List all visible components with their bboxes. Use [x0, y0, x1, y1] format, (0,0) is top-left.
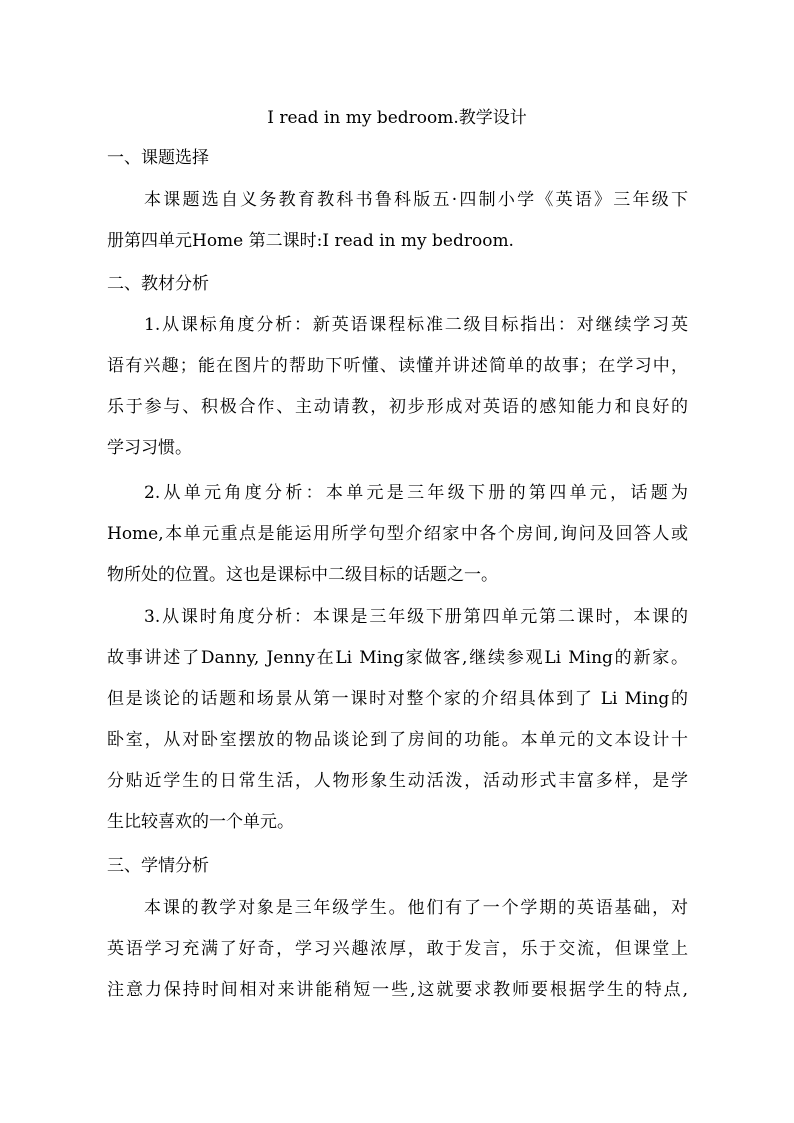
paragraph-line: 英语学习充满了好奇，学习兴趣浓厚，敢于发言，乐于交流，但课堂上 — [107, 939, 688, 959]
paragraph-unit-analysis — [107, 473, 688, 596]
paragraph-line: 1.从课标角度分析：新英语课程标准二级目标指出：对继续学习英 — [144, 315, 688, 335]
paragraph-line: 物所处的位置。这也是课标中二级目标的话题之一。 — [107, 565, 498, 585]
paragraph-line: 生比较喜欢的一个单元。 — [107, 812, 294, 832]
paragraph-line: 注意力保持时间相对来讲能稍短一些,这就要求教师要根据学生的特点, — [107, 980, 688, 1000]
paragraph-line: Home,本单元重点是能运用所学句型介绍家中各个房间,询问及回答人或 — [107, 524, 688, 544]
paragraph-line: 本课题选自义务教育教科书鲁科版五·四制小学《英语》三年级下 — [144, 190, 688, 210]
paragraph-line: 乐于参与、积极合作、主动请教，初步形成对英语的感知能力和良好的 — [107, 397, 688, 417]
paragraph-line: 学习习惯。 — [107, 438, 192, 458]
paragraph-topic-selection — [107, 180, 688, 262]
section-heading-topic-selection: 一、课题选择 — [107, 148, 209, 168]
section-heading-student-analysis: 三、学情分析 — [107, 856, 209, 876]
paragraph-line: 故事讲述了Danny, Jenny在Li Ming家做客,继续参观Li Ming的新家。 — [107, 648, 688, 668]
paragraph-lesson-analysis — [107, 597, 688, 843]
paragraph-line: 分贴近学生的日常生活，人物形象生动活泼，活动形式丰富多样，是学 — [107, 771, 688, 791]
paragraph-curriculum-analysis — [107, 305, 688, 469]
paragraph-student-analysis — [107, 888, 688, 1011]
section-heading-textbook-analysis: 二、教材分析 — [107, 274, 209, 294]
paragraph-line: 但是谈论的话题和场景从第一课时对整个家的介绍具体到了 Li Ming的 — [107, 689, 688, 709]
paragraph-line: 卧室，从对卧室摆放的物品谈论到了房间的功能。本单元的文本设计十 — [107, 730, 688, 750]
document-title: I read in my bedroom.教学设计 — [267, 108, 527, 128]
paragraph-line: 册第四单元Home 第二课时:I read in my bedroom. — [107, 231, 514, 251]
paragraph-line: 本课的教学对象是三年级学生。他们有了一个学期的英语基础，对 — [144, 898, 688, 918]
paragraph-line: 2.从单元角度分析：本单元是三年级下册的第四单元，话题为 — [144, 483, 688, 503]
paragraph-line: 语有兴趣；能在图片的帮助下听懂、读懂并讲述简单的故事；在学习中， — [107, 356, 688, 376]
paragraph-line: 3.从课时角度分析：本课是三年级下册第四单元第二课时，本课的 — [144, 607, 688, 627]
